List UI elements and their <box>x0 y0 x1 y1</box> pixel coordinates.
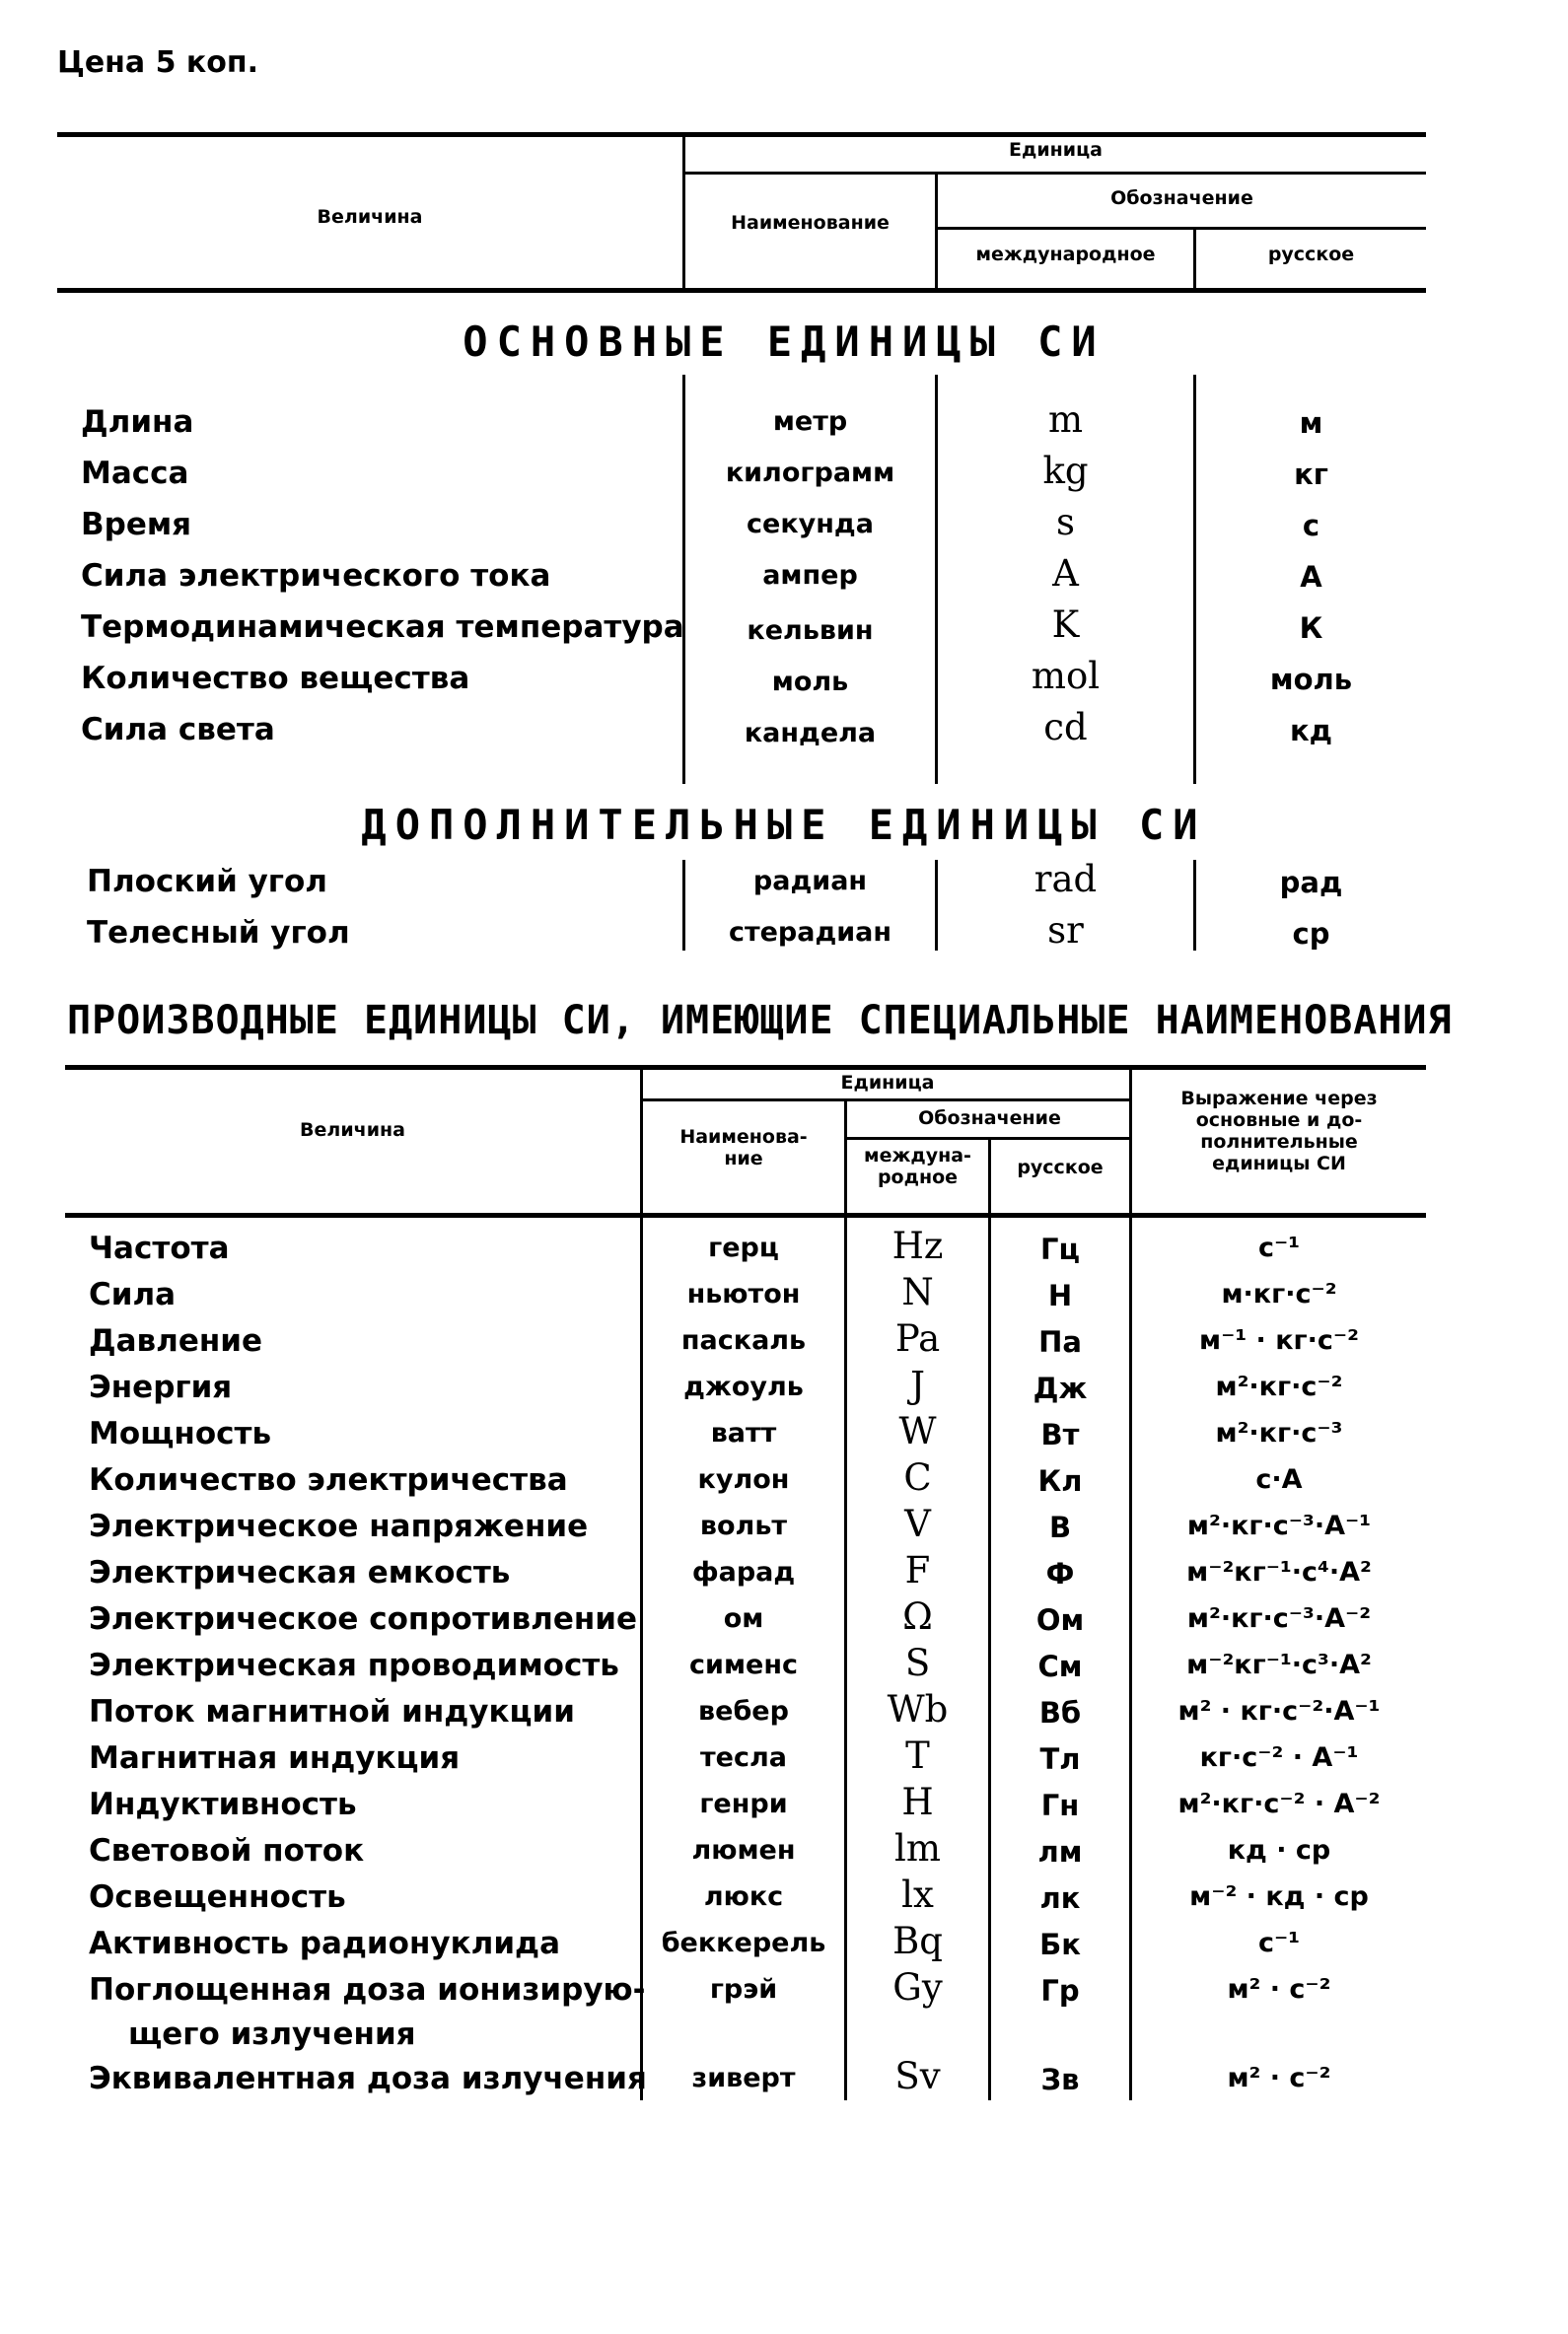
intl-symbol-cell: H <box>901 1781 934 1823</box>
intl-symbol-cell: sr <box>1047 909 1084 952</box>
unit-name-cell: люкс <box>703 1881 784 1912</box>
quantity-cell: Освещенность <box>89 1879 346 1915</box>
expression-cell: м²·кг·с⁻³·А⁻¹ <box>1186 1511 1372 1541</box>
unit-name-cell: ом <box>723 1603 764 1634</box>
rus-symbol-cell: В <box>1048 1511 1072 1544</box>
unit-name-cell: вольт <box>699 1511 788 1541</box>
unit-name-cell: вебер <box>698 1696 789 1727</box>
header-international <box>847 1146 988 1189</box>
unit-name-cell: кельвин <box>747 615 874 646</box>
unit-name-cell: фарад <box>691 1557 796 1588</box>
rus-symbol-cell: рад <box>1279 866 1343 899</box>
quantity-cell: Длина <box>81 404 194 440</box>
intl-symbol-cell: mol <box>1031 655 1101 697</box>
intl-symbol-cell: Sv <box>894 2055 941 2097</box>
intl-symbol-cell: S <box>904 1642 931 1684</box>
header-expr-line: основные и до- <box>1195 1108 1363 1131</box>
unit-name-cell: кандела <box>744 718 877 748</box>
header-unit: Единица <box>1009 139 1103 161</box>
intl-symbol-cell: Gy <box>892 1966 943 2009</box>
intl-symbol-cell: W <box>898 1410 937 1452</box>
quantity-cell: Эквивалентная доза излучения <box>89 2061 647 2096</box>
expression-cell: м·кг·с⁻² <box>1221 1279 1337 1309</box>
quantity-cell: Частота <box>89 1231 230 1266</box>
unit-name-cell: зиверт <box>691 2063 796 2093</box>
quantity-cell: Световой поток <box>89 1833 365 1869</box>
rus-symbol-cell: А <box>1300 560 1322 594</box>
intl-symbol-cell: V <box>904 1503 931 1545</box>
quantity-cell: Электрическая емкость <box>89 1555 511 1591</box>
rus-symbol-cell: Гц <box>1040 1233 1080 1266</box>
rule <box>57 132 1426 137</box>
rus-symbol-cell: Дж <box>1033 1372 1088 1405</box>
quantity-cell: Термодинамическая температура <box>81 609 684 645</box>
quantity-cell: Энергия <box>89 1370 233 1405</box>
unit-name-cell: паскаль <box>680 1325 807 1356</box>
unit-name-cell: джоуль <box>683 1372 804 1402</box>
rus-symbol-cell: Ф <box>1045 1557 1075 1591</box>
header-russian: русское <box>1267 244 1355 265</box>
expression-cell: кд · ср <box>1227 1835 1331 1866</box>
rus-symbol-cell: кд <box>1289 714 1333 747</box>
intl-symbol-cell: K <box>1051 603 1080 646</box>
quantity-cell: Активность радионуклида <box>89 1926 561 1961</box>
expression-cell: м⁻²кг⁻¹·с³·А² <box>1186 1650 1372 1680</box>
unit-name-cell: стерадиан <box>728 917 892 948</box>
section-title-derived-units: ПРОИЗВОДНЫЕ ЕДИНИЦЫ СИ, ИМЕЮЩИЕ СПЕЦИАЛЬНЫЕ НАИМЕНОВАНИЯ <box>67 998 1453 1043</box>
rus-symbol-cell: Па <box>1038 1325 1082 1359</box>
expression-cell: м²·кг·с⁻³·А⁻² <box>1186 1603 1372 1634</box>
intl-symbol-cell: Bq <box>892 1920 943 1962</box>
unit-name-cell: люмен <box>691 1835 796 1866</box>
unit-name-cell: радиан <box>752 866 868 896</box>
intl-symbol-cell: A <box>1052 552 1079 595</box>
rus-symbol-cell: Кл <box>1037 1464 1083 1498</box>
header-quantity: Величина <box>300 1119 405 1141</box>
intl-symbol-cell: lx <box>901 1874 934 1916</box>
rus-symbol-cell: лм <box>1037 1835 1083 1869</box>
intl-symbol-cell: s <box>1056 501 1075 543</box>
quantity-cell: Давление <box>89 1323 263 1359</box>
header-unit: Единица <box>840 1072 935 1094</box>
header-intl-line: междуна- <box>864 1145 971 1167</box>
unit-name-cell: ватт <box>710 1418 777 1449</box>
quantity-cell: Поток магнитной индукции <box>89 1694 575 1730</box>
unit-name-cell: генри <box>699 1789 788 1819</box>
header-expression <box>1132 1089 1426 1174</box>
quantity-cell: Магнитная индукция <box>89 1740 461 1776</box>
unit-name-cell: метр <box>772 406 848 437</box>
rus-symbol-cell: Гн <box>1040 1789 1080 1822</box>
intl-symbol-cell: Hz <box>891 1225 944 1267</box>
rule <box>938 227 1426 230</box>
quantity-cell: Мощность <box>89 1416 272 1451</box>
header-name <box>643 1127 844 1170</box>
quantity-cell: Сила света <box>81 712 275 747</box>
unit-name-cell: герц <box>708 1233 779 1263</box>
quantity-cell: Масса <box>81 456 189 491</box>
intl-symbol-cell: Wb <box>887 1688 949 1731</box>
rus-symbol-cell: Зв <box>1040 2063 1080 2096</box>
expression-cell: м⁻²кг⁻¹·с⁴·А² <box>1186 1557 1372 1588</box>
rule <box>65 1065 1426 1070</box>
unit-name-cell: беккерель <box>661 1928 826 1958</box>
quantity-cell: Электрическое сопротивление <box>89 1601 638 1637</box>
expression-cell: м² · кг·с⁻²·А⁻¹ <box>1177 1696 1381 1727</box>
header-intl-line: родное <box>877 1166 959 1188</box>
intl-symbol-cell: N <box>901 1271 934 1313</box>
quantity-cell: Время <box>81 507 192 542</box>
quantity-cell: Телесный угол <box>87 915 350 951</box>
rus-symbol-cell: лк <box>1039 1881 1081 1915</box>
quantity-cell: Количество электричества <box>89 1462 568 1498</box>
rule <box>643 1098 1132 1101</box>
rus-symbol-cell: К <box>1299 611 1323 645</box>
header-quantity: Величина <box>317 206 423 228</box>
header-symbol: Обозначение <box>918 1107 1061 1129</box>
rus-symbol-cell: Вт <box>1040 1418 1080 1451</box>
rule <box>65 1213 1426 1218</box>
expression-cell: кг·с⁻² · А⁻¹ <box>1199 1742 1359 1773</box>
quantity-cell: Поглощенная доза ионизирую- <box>89 1972 646 2008</box>
rus-symbol-cell: См <box>1037 1650 1083 1683</box>
price-label: Цена 5 коп. <box>57 45 259 80</box>
header-expr-line: единицы СИ <box>1212 1152 1346 1174</box>
unit-name-cell: ампер <box>762 560 858 591</box>
intl-symbol-cell: cd <box>1043 706 1088 748</box>
header-russian: русское <box>1017 1157 1104 1178</box>
intl-symbol-cell: Ω <box>902 1595 933 1638</box>
quantity-cell: Сила <box>89 1277 177 1312</box>
expression-cell: с·А <box>1255 1464 1303 1495</box>
rus-symbol-cell: кг <box>1294 458 1328 491</box>
header-name-line: Наименова- <box>679 1126 808 1148</box>
header-name-line: ние <box>724 1147 763 1169</box>
expression-cell: м²·кг·с⁻³ <box>1215 1418 1343 1449</box>
rus-symbol-cell: м <box>1299 406 1323 440</box>
intl-symbol-cell: rad <box>1033 858 1098 900</box>
expression-cell: м² · с⁻² <box>1227 2063 1331 2093</box>
intl-symbol-cell: T <box>905 1734 930 1777</box>
unit-name-cell: тесла <box>700 1742 787 1773</box>
header-expr-line: Выражение через <box>1180 1088 1378 1109</box>
unit-name-cell: грэй <box>709 1974 778 2005</box>
header-international: международное <box>975 244 1156 265</box>
section-title-base-units: ОСНОВНЫЕ ЕДИНИЦЫ СИ <box>463 318 1105 366</box>
intl-symbol-cell: lm <box>894 1827 941 1870</box>
quantity-cell: Индуктивность <box>89 1787 357 1822</box>
expression-cell: с⁻¹ <box>1257 1233 1301 1263</box>
quantity-cell: Электрическая проводимость <box>89 1648 619 1683</box>
quantity-cell: Электрическое напряжение <box>89 1509 589 1544</box>
unit-name-cell: килограмм <box>725 458 895 488</box>
expression-cell: м⁻² · кд · ср <box>1189 1881 1369 1912</box>
rule <box>685 172 1426 175</box>
rus-symbol-cell: Вб <box>1038 1696 1082 1730</box>
unit-name-cell: моль <box>771 667 849 697</box>
intl-symbol-cell: kg <box>1042 450 1089 492</box>
header-expr-line: полнительные <box>1200 1130 1358 1153</box>
rus-symbol-cell: Тл <box>1039 1742 1081 1776</box>
quantity-cell: Количество вещества <box>81 661 470 696</box>
intl-symbol-cell: C <box>903 1456 932 1499</box>
rule <box>57 288 1426 293</box>
intl-symbol-cell: F <box>904 1549 931 1591</box>
quantity-cell: Плоский угол <box>87 864 328 899</box>
unit-name-cell: кулон <box>697 1464 790 1495</box>
expression-cell: м² · с⁻² <box>1227 1974 1331 2005</box>
rus-symbol-cell: Ом <box>1035 1603 1085 1637</box>
header-symbol: Обозначение <box>1110 187 1253 209</box>
expression-cell: м⁻¹ · кг·с⁻² <box>1199 1325 1359 1356</box>
rus-symbol-cell: ср <box>1292 917 1330 951</box>
rus-symbol-cell: Н <box>1047 1279 1073 1312</box>
unit-name-cell: ньютон <box>686 1279 801 1309</box>
expression-cell: с⁻¹ <box>1257 1928 1301 1958</box>
expression-cell: м²·кг·с⁻² <box>1215 1372 1343 1402</box>
quantity-cell-continued: щего излучения <box>128 2016 416 2052</box>
rus-symbol-cell: Бк <box>1039 1928 1081 1961</box>
unit-name-cell: сименс <box>689 1650 798 1680</box>
section-title-supplementary-units: ДОПОЛНИТЕЛЬНЫЕ ЕДИНИЦЫ СИ <box>361 801 1207 849</box>
intl-symbol-cell: J <box>910 1364 925 1406</box>
intl-symbol-cell: Pa <box>894 1317 941 1360</box>
rus-symbol-cell: моль <box>1269 663 1353 696</box>
intl-symbol-cell: m <box>1047 398 1084 441</box>
expression-cell: м²·кг·с⁻² · А⁻² <box>1177 1789 1381 1819</box>
header-name: Наименование <box>731 212 890 234</box>
rus-symbol-cell: с <box>1302 509 1320 542</box>
quantity-cell: Сила электрического тока <box>81 558 551 594</box>
unit-name-cell: секунда <box>747 509 874 539</box>
rus-symbol-cell: Гр <box>1040 1974 1080 2008</box>
